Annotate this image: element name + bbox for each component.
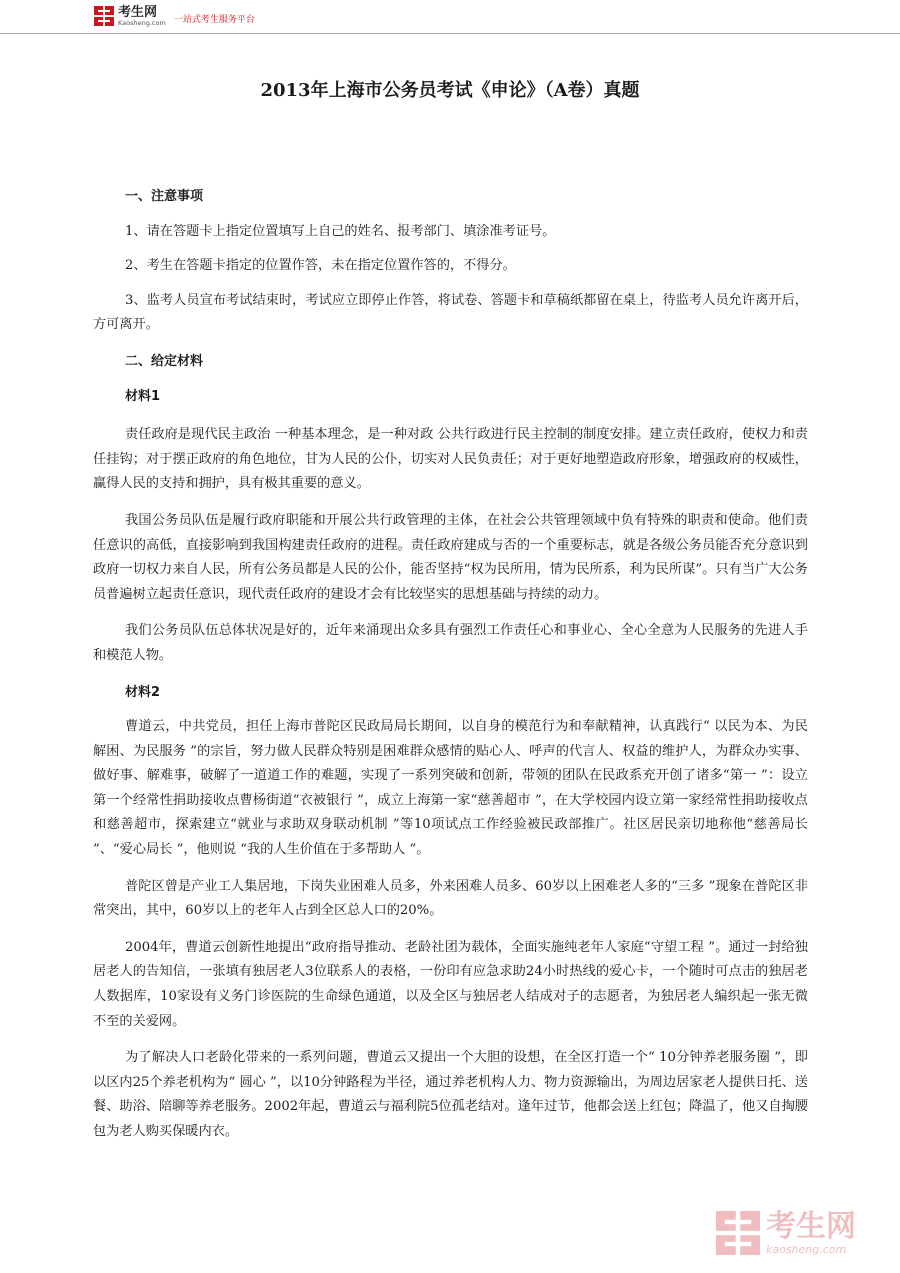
notice-item: 1、请在答题卡上指定位置填写上自己的姓名、报考部门、填涂准考证号。: [125, 223, 556, 239]
section-heading: 二、给定材料: [125, 353, 204, 369]
document-body: [93, 185, 808, 1155]
paragraph: 普陀区曾是产业工人集居地，下岗失业困难人员多，外来困难人员多、60岁以上困难老人多的“三多 ”现象在普陀区非常突出，其中，60岁以上的老年人占到全区总人口的20%。: [93, 878, 808, 919]
logo-slogan: 一站式考生服务平台: [173, 14, 255, 25]
paragraph: 为了解决人口老龄化带来的一系列问题，曹道云又提出一个大胆的设想，在全区打造一个“ 10分钟养老服务圈 ”，即以区内25个养老机构为“ 圆心 ”，以10分钟路程为半径，通过养老机构人力、物力资源输出，为周边居家老人提供日托、送餐、助浴、陪聊等养老服务。2002年起，曹道云与福利院5位孤老结对。逢年过节，他都会送上红包；降温了，他又自掏腰包为老人购买保暖内衣。: [93, 1050, 808, 1139]
watermark-domain: kaosheng.com: [766, 1242, 847, 1256]
material-label: 材料1: [125, 388, 161, 404]
site-logo[interactable]: [94, 6, 255, 27]
paragraph: 我们公务员队伍总体状况是好的，近年来涌现出众多具有强烈工作责任心和事业心、全心全意为人民服务的先进人手和模范人物。: [93, 623, 808, 663]
paragraph: 2004年，曹道云创新性地提出“政府指导推动、老龄社团为载体，全面实施纯老年人家庭“守望工程 ”。通过一封给独居老人的告知信，一张填有独居老人3位联系人的表格，一份印有应急求助24小时热线的爱心卡，一个随时可点击的独居老人数据库，10家设有义务门诊医院的生命绿色通道，以及全区与独居老人结成对子的志愿者，为独居老人编织起一张无微不至的关爱网。: [93, 939, 808, 1029]
document-title: 2013年上海市公务员考试《申论》（A卷）真题: [260, 80, 640, 101]
watermark-brand: 考生网: [766, 1208, 856, 1244]
paragraph: 责任政府是现代民主政治 一种基本理念，是一种对政 公共行政进行民主控制的制度安排。建立责任政府，使权力和责任挂钩；对于摆正政府的角色地位，甘为人民的公仆，切实对人民负责任；对于更好地塑造政府形象，增强政府的权威性，赢得人民的支持和拥护，具有极其重要的意义。: [93, 427, 808, 492]
logo-icon: [94, 6, 114, 26]
paragraph: 我国公务员队伍是履行政府职能和开展公共行政管理的主体，在社会公共管理领域中负有特殊的职责和使命。他们责任意识的高低，直接影响到我国构建责任政府的进程。责任政府建成与否的一个重要标志，就是各级公务员能否充分意识到政府一切权力来自人民，所有公务员都是人民的公仆，能否坚持“权为民所用，情为民所系，利为民所谋”。只有当广大公务员普遍树立起责任意识，现代责任政府的建设才会有比较坚实的思想基础与持续的动力。: [93, 512, 808, 602]
paragraph: 曹道云，中共党员，担任上海市普陀区民政局局长期间，以自身的模范行为和奉献精神，认真践行“ 以民为本、为民解困、为民服务 ”的宗旨，努力做人民群众特别是困难群众感情的贴心人、呼声的代言人、权益的维护人，为群众办实事、做好事、解难事，破解了一道道工作的难题，实现了一系列突破和创新，带领的团队在民政系充开创了诸多“第一 ”：设立第一个经常性捐助接收点曹杨街道“衣被银行 ”，成立上海第一家“慈善超市 ”，在大学校园内设立第一家经常性捐助接收点和慈善超市，探索建立“就业与求助双身联动机制 ”等10项试点工作经验被民政部推广。社区居民亲切地称他“慈善局长 ”、“爱心局长 ”，他则说 “我的人生价值在于多帮助人 ”。: [93, 719, 808, 858]
section-heading: 一、注意事项: [125, 189, 204, 204]
logo-brand: 考生网: [118, 5, 158, 20]
watermark: [716, 1205, 886, 1261]
watermark-logo-icon: [716, 1211, 760, 1255]
material-label: 材料2: [125, 684, 161, 700]
notice-item: 2、考生在答题卡指定的位置作答，未在指定位置作答的，不得分。: [125, 258, 516, 274]
page-header: [0, 0, 900, 34]
logo-domain: Kaosheng.com: [118, 19, 166, 27]
notice-item: 3、监考人员宣布考试结束时，考试应立即停止作答，将试卷、答题卡和草稿纸都留在桌上，待监考人员允许离开后，方可离开。: [93, 292, 808, 333]
